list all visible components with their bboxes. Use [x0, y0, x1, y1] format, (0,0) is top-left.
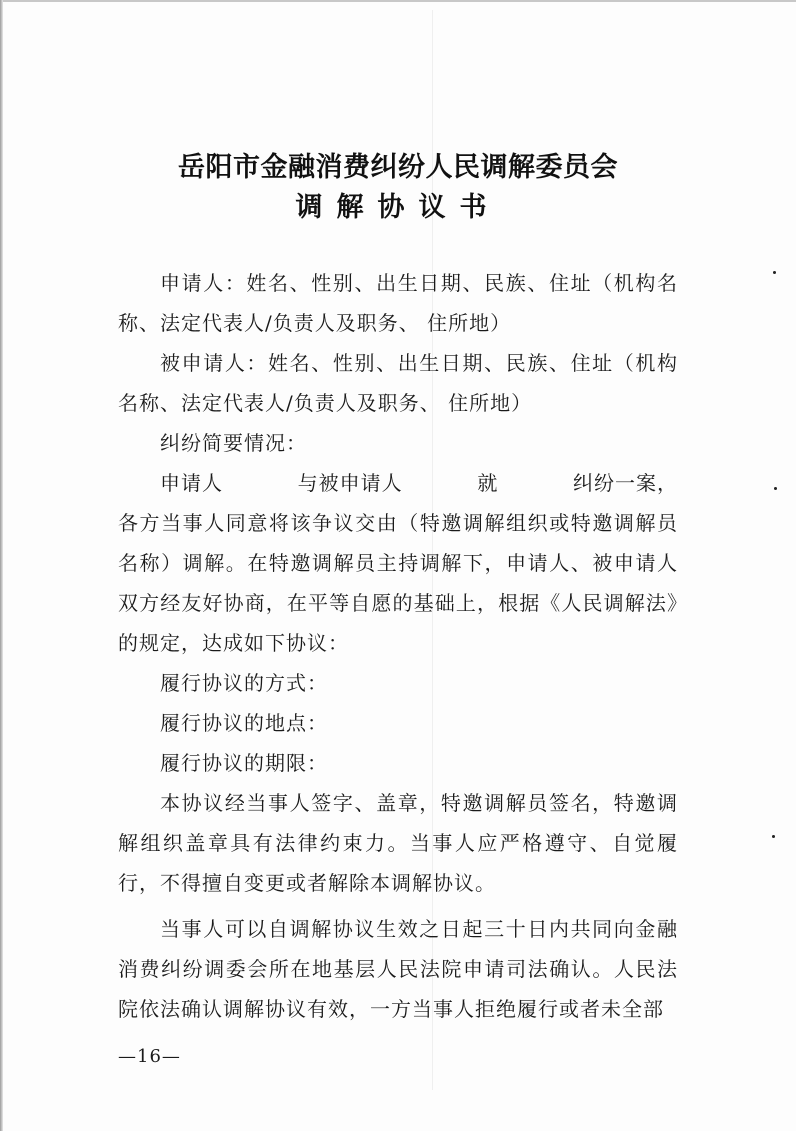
case-dispute-label: 纠纷一案， — [572, 471, 678, 495]
case-applicant-label: 申请人 — [160, 471, 223, 495]
case-description: 各方当事人同意将该争议交由（特邀调解组织或特邀调解员名称）调解。在特邀调解员主持调解下，申请人、被申请人双方经友好协商，在平等自愿的基础上，根据《人民调解法》的规定，达成如下协议： — [118, 511, 678, 655]
performance-method: 履行协议的方式： — [160, 671, 328, 695]
case-fill-line — [118, 463, 678, 503]
case-respondent-label: 与被申请人 — [297, 471, 403, 495]
performance-place: 履行协议的地点： — [160, 711, 328, 735]
scan-edge-top — [0, 0, 796, 2]
dispute-heading: 纠纷简要情况： — [160, 431, 307, 455]
document-title-agreement: 调解协议书 — [295, 192, 501, 223]
scan-speck — [772, 835, 775, 838]
case-regarding-label: 就 — [477, 471, 499, 495]
applicant-paragraph: 申请人：姓名、性别、出生日期、民族、住址（机构名称、法定代表人/负责人及职务、 住所地） — [118, 271, 678, 335]
page-number: —16— — [118, 1046, 181, 1067]
scan-speck — [773, 271, 776, 274]
scan-speck — [774, 487, 777, 490]
document-title-committee: 岳阳市金融消费纠纷人民调解委员会 — [178, 152, 618, 183]
judicial-confirmation-clause: 当事人可以自调解协议生效之日起三十日内共同向金融消费纠纷调委会所在地基层人民法院申请司法确认。人民法院依法确认调解协议有效，一方当事人拒绝履行或者未全部 — [118, 917, 678, 1021]
effect-clause: 本协议经当事人签字、盖章，特邀调解员签名，特邀调解组织盖章具有法律约束力。当事人应严格遵守、自觉履行，不得擅自变更或者解除本调解协议。 — [118, 791, 678, 895]
performance-period: 履行协议的期限： — [160, 751, 328, 775]
respondent-paragraph: 被申请人：姓名、性别、出生日期、民族、住址（机构名称、法定代表人/负责人及职务、 住所地） — [118, 351, 678, 415]
document-body — [118, 263, 678, 1029]
